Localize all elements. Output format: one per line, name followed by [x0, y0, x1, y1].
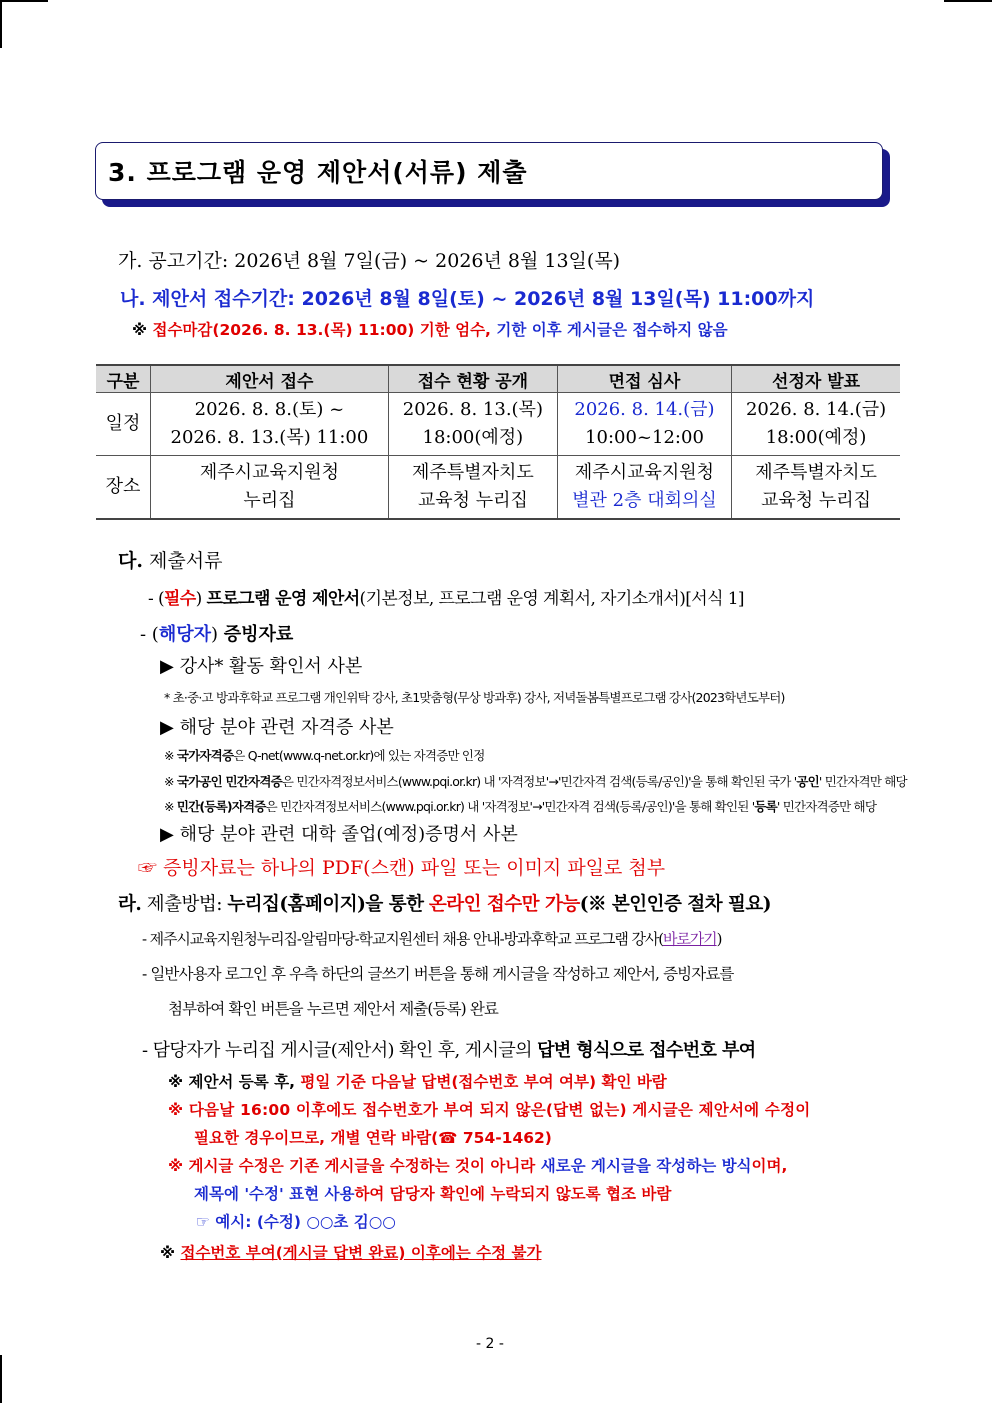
note-edit-rule-cont: 제목에 '수정' 표현 사용하여 담당자 확인에 누락되지 않도록 협조 바람 — [194, 1185, 672, 1203]
note-example: ☞ 예시: (수정) ○○초 김○○ — [196, 1213, 396, 1231]
table-header: 제안서 접수 — [151, 365, 389, 393]
license-note-private: ※ 민간(등록)자격증은 민간자격정보서비스(www.pqi.or.kr) 내 '자격정보'→'민간자격 검색(등록/공인)'을 통해 확인된 '등록' 민간자격증만 해당 — [164, 799, 877, 814]
evidence-item-instructor: ▶ 강사* 활동 확인서 사본 — [160, 656, 363, 677]
note-check-reply: ※ 제안서 등록 후, 평일 기준 다음날 답변(접수번호 부여 여부) 확인 바람 — [168, 1073, 667, 1091]
corner-mark-bottom-left — [0, 1355, 2, 1403]
required-item: - (필수) 프로그램 운영 제안서(기본정보, 프로그램 운영 계획서, 자기소개서)[서식 1] — [148, 589, 744, 609]
row-label: 장소 — [96, 456, 151, 520]
section-title-box — [95, 142, 883, 200]
method-path: - 제주시교육지원청누리집-알림마당-학교지원센터 채용 안내-방과후학교 프로그램 강사(바로가기) — [142, 930, 722, 948]
corner-mark-top-right — [944, 0, 992, 2]
instructor-note: * 초·중·고 방과후학교 프로그램 개인위탁 강사, 초1맞춤형(무상 방과후) 강사, 저녁돌봄특별프로그램 강사(2023학년도부터) — [164, 690, 785, 705]
submission-period: 나. 제안서 접수기간: 2026년 8월 8일(토) ~ 2026년 8월 13일(목) 11:00까지 — [120, 288, 815, 310]
pdf-attachment-note: ☞ 증빙자료는 하나의 PDF(스캔) 파일 또는 이미지 파일로 첨부 — [138, 857, 666, 879]
table-cell: 2026. 8. 14.(금) 18:00(예정) — [732, 393, 900, 456]
note-no-reply-cont: 필요한 경우이므로, 개별 연락 바람(☎ 754-1462) — [194, 1129, 552, 1147]
table-header: 접수 현황 공개 — [388, 365, 557, 393]
note-edit-rule: ※ 게시글 수정은 기존 게시글을 수정하는 것이 아니라 새로운 게시글을 작성하는 방식이며, — [168, 1157, 788, 1175]
table-cell: 2026. 8. 14.(금) 10:00~12:00 — [557, 393, 731, 456]
license-note-certified: ※ 국가공인 민간자격증은 민간자격정보서비스(www.pqi.or.kr) 내 '자격정보'→'민간자격 검색(등록/공인)'을 통해 확인된 국가 '공인' 민간자격만 해당 — [164, 774, 907, 789]
table-row — [96, 393, 900, 456]
submission-method: 라. 제출방법: 누리집(홈페이지)을 통한 온라인 접수만 가능(※ 본인인증 절차 필요) — [118, 894, 772, 915]
method-step-write-cont: 첨부하여 확인 버튼을 누르면 제안서 제출(등록) 완료 — [168, 1000, 498, 1018]
table-row — [96, 456, 900, 520]
license-note-national: ※ 국가자격증은 Q-net(www.q-net.or.kr)에 있는 자격증만 인정 — [164, 748, 485, 763]
table-cell: 제주시교육지원청 별관 2층 대회의실 — [557, 456, 731, 520]
shortcut-link[interactable]: 바로가기 — [663, 930, 717, 948]
deadline-note: ※ 접수마감(2026. 8. 13.(목) 11:00) 기한 엄수, 기한 이후 게시글은 접수하지 않음 — [132, 321, 728, 339]
schedule-table — [96, 364, 900, 520]
table-header: 면접 심사 — [557, 365, 731, 393]
evidence-item-diploma: ▶ 해당 분야 관련 대학 졸업(예정)증명서 사본 — [160, 824, 518, 845]
table-cell: 제주시교육지원청 누리집 — [151, 456, 389, 520]
table-cell: 2026. 8. 13.(목) 18:00(예정) — [388, 393, 557, 456]
optional-item: - (해당자) 증빙자료 — [140, 624, 294, 645]
corner-mark-top-left-v — [0, 0, 2, 48]
table-cell: 제주특별자치도 교육청 누리집 — [732, 456, 900, 520]
table-header: 선정자 발표 — [732, 365, 900, 393]
submission-docs-heading: 다. 제출서류 — [118, 550, 223, 572]
method-step-receipt: - 담당자가 누리집 게시글(제안서) 확인 후, 게시글의 답변 형식으로 접수번호 부여 — [142, 1040, 756, 1061]
page-number: - 2 - — [476, 1336, 504, 1352]
row-label: 일정 — [96, 393, 151, 456]
section-title: 3. 프로그램 운영 제안서(서류) 제출 — [108, 158, 528, 187]
note-no-edit-after: ※ 접수번호 부여(게시글 답변 완료) 이후에는 수정 불가 — [160, 1244, 542, 1262]
announcement-period: 가. 공고기간: 2026년 8월 7일(금) ~ 2026년 8월 13일(목) — [118, 250, 621, 272]
note-no-reply: ※ 다음날 16:00 이후에도 접수번호가 부여 되지 않은(답변 없는) 게시글은 제안서에 수정이 — [168, 1101, 811, 1119]
table-cell: 2026. 8. 8.(토) ~ 2026. 8. 13.(목) 11:00 — [151, 393, 389, 456]
corner-mark-top-left — [0, 0, 48, 2]
table-cell: 제주특별자치도 교육청 누리집 — [388, 456, 557, 520]
method-step-write: - 일반사용자 로그인 후 우측 하단의 글쓰기 버튼을 통해 게시글을 작성하고 제안서, 증빙자료를 — [142, 965, 734, 983]
evidence-item-license: ▶ 해당 분야 관련 자격증 사본 — [160, 717, 394, 738]
table-header-row — [96, 365, 900, 393]
table-header: 구분 — [96, 365, 151, 393]
